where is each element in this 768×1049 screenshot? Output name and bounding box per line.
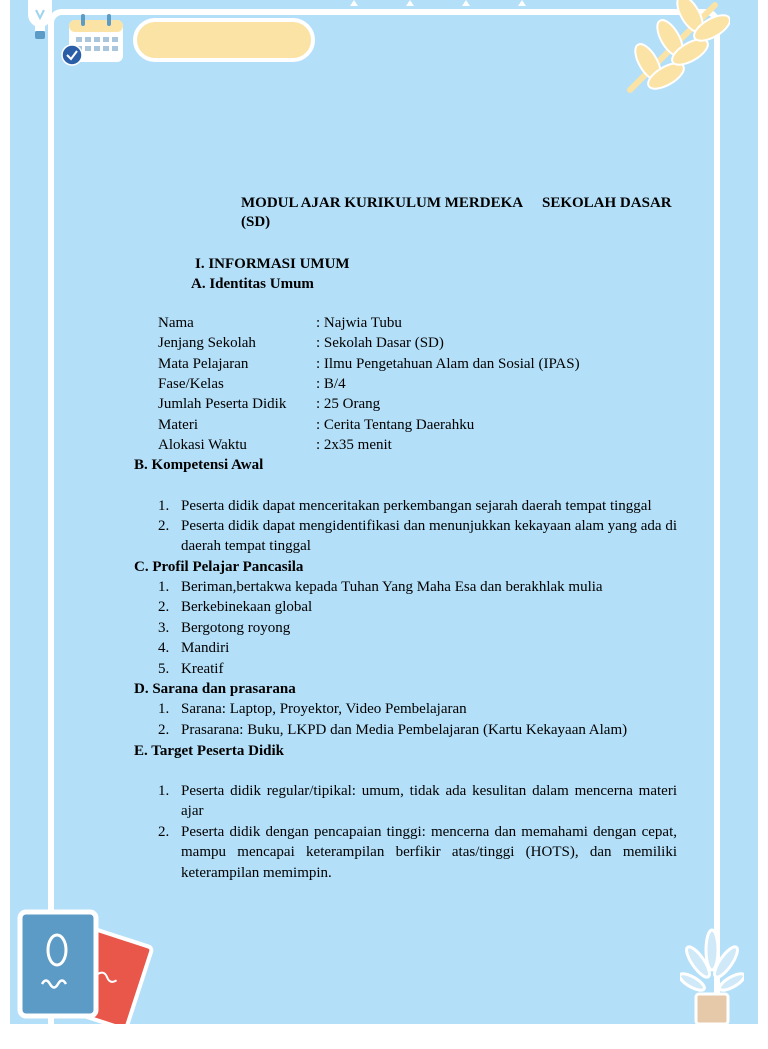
list-item: Mandiri — [181, 640, 230, 656]
list-number: 3. — [158, 620, 170, 636]
list-number: 2. — [158, 824, 170, 840]
list-number: 2. — [158, 599, 170, 615]
section-heading-sarana: D. Sarana dan prasarana — [134, 681, 296, 697]
document-title-sd: (SD) — [241, 214, 271, 230]
section-heading-profil: C. Profil Pelajar Pancasila — [134, 559, 304, 575]
document-title-school: SEKOLAH DASAR — [542, 195, 672, 211]
list-number: 5. — [158, 661, 170, 677]
identity-label: Fase/Kelas — [158, 376, 224, 392]
identity-value: : B/4 — [316, 376, 346, 392]
identity-label: Jumlah Peserta Didik — [158, 396, 287, 412]
list-item: Berkebinekaan global — [181, 599, 313, 615]
list-item: Peserta didik dapat mengidentifikasi dan menunjukkan kekayaan alam yang ada di daerah tempat tinggal — [181, 518, 677, 555]
identity-value: : Sekolah Dasar (SD) — [316, 335, 444, 351]
identity-label: Mata Pelajaran — [158, 356, 249, 372]
identity-value: : Cerita Tentang Daerahku — [316, 417, 475, 433]
list-number: 1. — [158, 701, 170, 717]
identity-value: : 2x35 menit — [316, 437, 392, 453]
document-title: MODUL AJAR KURIKULUM MERDEKA — [241, 195, 524, 211]
identity-label: Jenjang Sekolah — [158, 335, 256, 351]
list-number: 1. — [158, 783, 170, 799]
list-number: 1. — [158, 579, 170, 595]
section-heading-informasi-umum: I. INFORMASI UMUM — [195, 256, 350, 272]
list-item: Peserta didik regular/tipikal: umum, tidak ada kesulitan dalam mencerna materi ajar — [181, 783, 677, 820]
identity-label: Materi — [158, 417, 198, 433]
list-item: Sarana: Laptop, Proyektor, Video Pembelajaran — [181, 701, 467, 717]
subsection-heading-identitas: A. Identitas Umum — [191, 276, 314, 292]
identity-label: Alokasi Waktu — [158, 437, 247, 453]
list-item: Bergotong royong — [181, 620, 291, 636]
list-item: Peserta didik dengan pencapaian tinggi: mencerna dan memahami dengan cepat, mampu mencapai keterampilan berfikir atas/tinggi (HOTS), dan memiliki keterampilan memimpin. — [181, 824, 677, 881]
list-number: 2. — [158, 722, 170, 738]
identity-value: : Ilmu Pengetahuan Alam dan Sosial (IPAS) — [316, 356, 580, 372]
identity-value: : Najwia Tubu — [316, 315, 402, 331]
list-number: 2. — [158, 518, 170, 534]
list-item: Peserta didik dapat menceritakan perkembangan sejarah daerah tempat tinggal — [181, 498, 652, 514]
identity-value: : 25 Orang — [316, 396, 381, 412]
list-item: Beriman,bertakwa kepada Tuhan Yang Maha Esa dan berakhlak mulia — [181, 579, 603, 595]
section-heading-kompetensi: B. Kompetensi Awal — [134, 457, 264, 473]
list-number: 4. — [158, 640, 170, 656]
identity-label: Nama — [158, 315, 194, 331]
list-item: Prasarana: Buku, LKPD dan Media Pembelajaran (Kartu Kekayaan Alam) — [181, 722, 628, 738]
list-number: 1. — [158, 498, 170, 514]
list-item: Kreatif — [181, 661, 224, 677]
section-heading-target: E. Target Peserta Didik — [134, 743, 284, 759]
